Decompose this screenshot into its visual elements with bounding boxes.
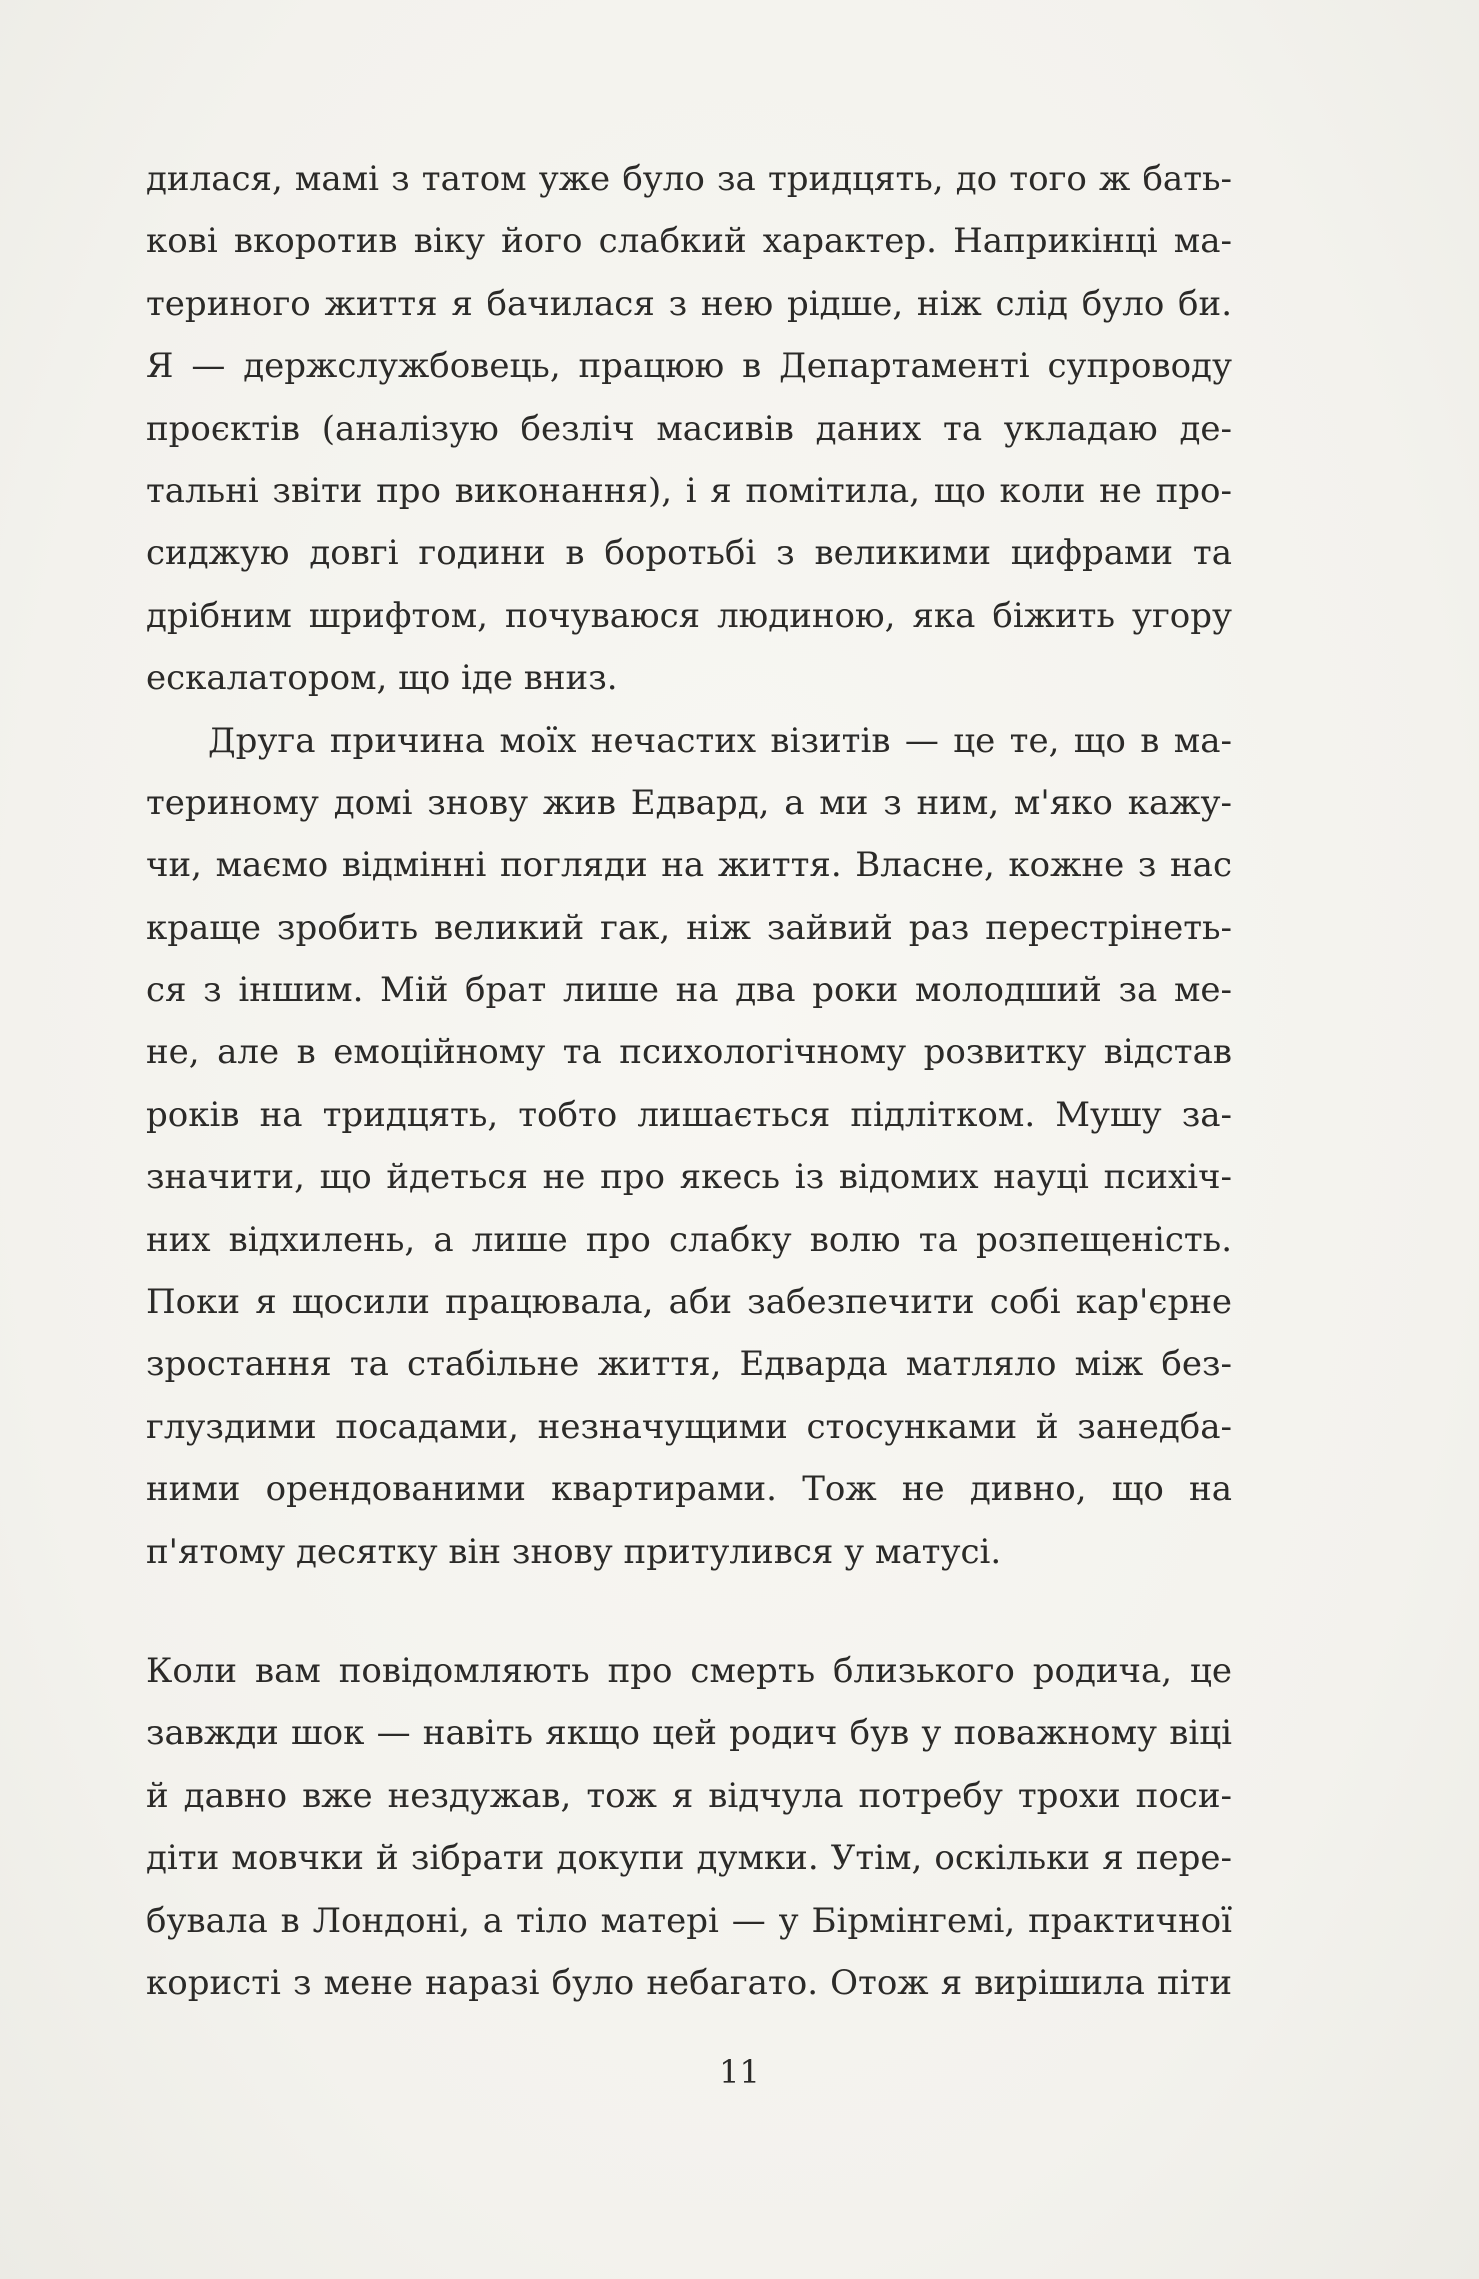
text-line: кові вкоротив віку його слабкий характер. Наприкінці ма-	[146, 221, 1232, 262]
text-section-2	[146, 1640, 1232, 2014]
text-line: ними орендованими квартирами. Тож не дивно, що на	[146, 1469, 1232, 1510]
text-line: Поки я щосили працювала, аби забезпечити собі кар'єрне	[146, 1282, 1232, 1323]
text-line: них відхилень, а лише про слабку волю та розпещеність.	[146, 1219, 1232, 1260]
text-line: тальні звіти про виконання), і я помітила, що коли не про-	[146, 470, 1232, 511]
text-line: ескалатором, що іде вниз.	[146, 658, 618, 699]
text-line: діти мовчки й зібрати докупи думки. Утім, оскільки я пере-	[146, 1838, 1232, 1879]
text-line: териному домі знову жив Едвард, а ми з ним, м'яко кажу-	[146, 782, 1232, 823]
text-line: Друга причина моїх нечастих візитів — це те, що в ма-	[208, 720, 1232, 761]
text-line: Коли вам повідомляють про смерть близького родича, це	[146, 1651, 1232, 1691]
paragraph-2	[146, 710, 1232, 1583]
text-line: зростання та стабільне життя, Едварда матляло між без-	[146, 1344, 1232, 1385]
text-line: користі з мене наразі було небагато. Отож я вирішила піти	[146, 1962, 1232, 2003]
text-section-1	[146, 148, 1232, 1583]
text-line: краще зробить великий гак, ніж зайвий раз перестрінеть-	[146, 907, 1232, 948]
text-line: завжди шок — навіть якщо цей родич був у поважному віці	[146, 1713, 1232, 1754]
text-line: дрібним шрифтом, почуваюся людиною, яка біжить угору	[146, 595, 1232, 636]
page-number: 11	[719, 2053, 760, 2091]
text-line: не, але в емоційному та психологічному розвитку відстав	[146, 1032, 1232, 1073]
paragraph-3	[146, 1640, 1232, 2014]
text-line: сиджую довгі години в боротьбі з великими цифрами та	[146, 533, 1232, 574]
paragraph-1	[146, 148, 1232, 710]
text-line: значити, що йдеться не про якесь із відомих науці психіч-	[146, 1157, 1232, 1198]
text-line: проєктів (аналізую безліч масивів даних та укладаю де-	[146, 408, 1232, 449]
text-line: й давно вже нездужав, тож я відчула потребу трохи поси-	[146, 1775, 1232, 1816]
text-line: дилася, мамі з татом уже було за тридцять, до того ж бать-	[146, 159, 1232, 199]
text-line: Я — держслужбовець, працюю в Департаменті супроводу	[146, 346, 1232, 387]
text-line: ся з іншим. Мій брат лише на два роки молодший за ме-	[146, 970, 1232, 1011]
text-line: років на тридцять, тобто лишається підлітком. Мушу за-	[146, 1094, 1232, 1135]
text-line: териного життя я бачилася з нею рідше, ніж слід було би.	[146, 283, 1232, 324]
text-line: глуздими посадами, незначущими стосунками й занедба-	[146, 1406, 1232, 1447]
text-line: чи, маємо відмінні погляди на життя. Власне, кожне з нас	[146, 845, 1232, 886]
text-line: бувала в Лондоні, а тіло матері — у Бірмінгемі, практичної	[146, 1900, 1232, 1941]
text-line: п'ятому десятку він знову притулився у матусі.	[146, 1531, 1002, 1572]
